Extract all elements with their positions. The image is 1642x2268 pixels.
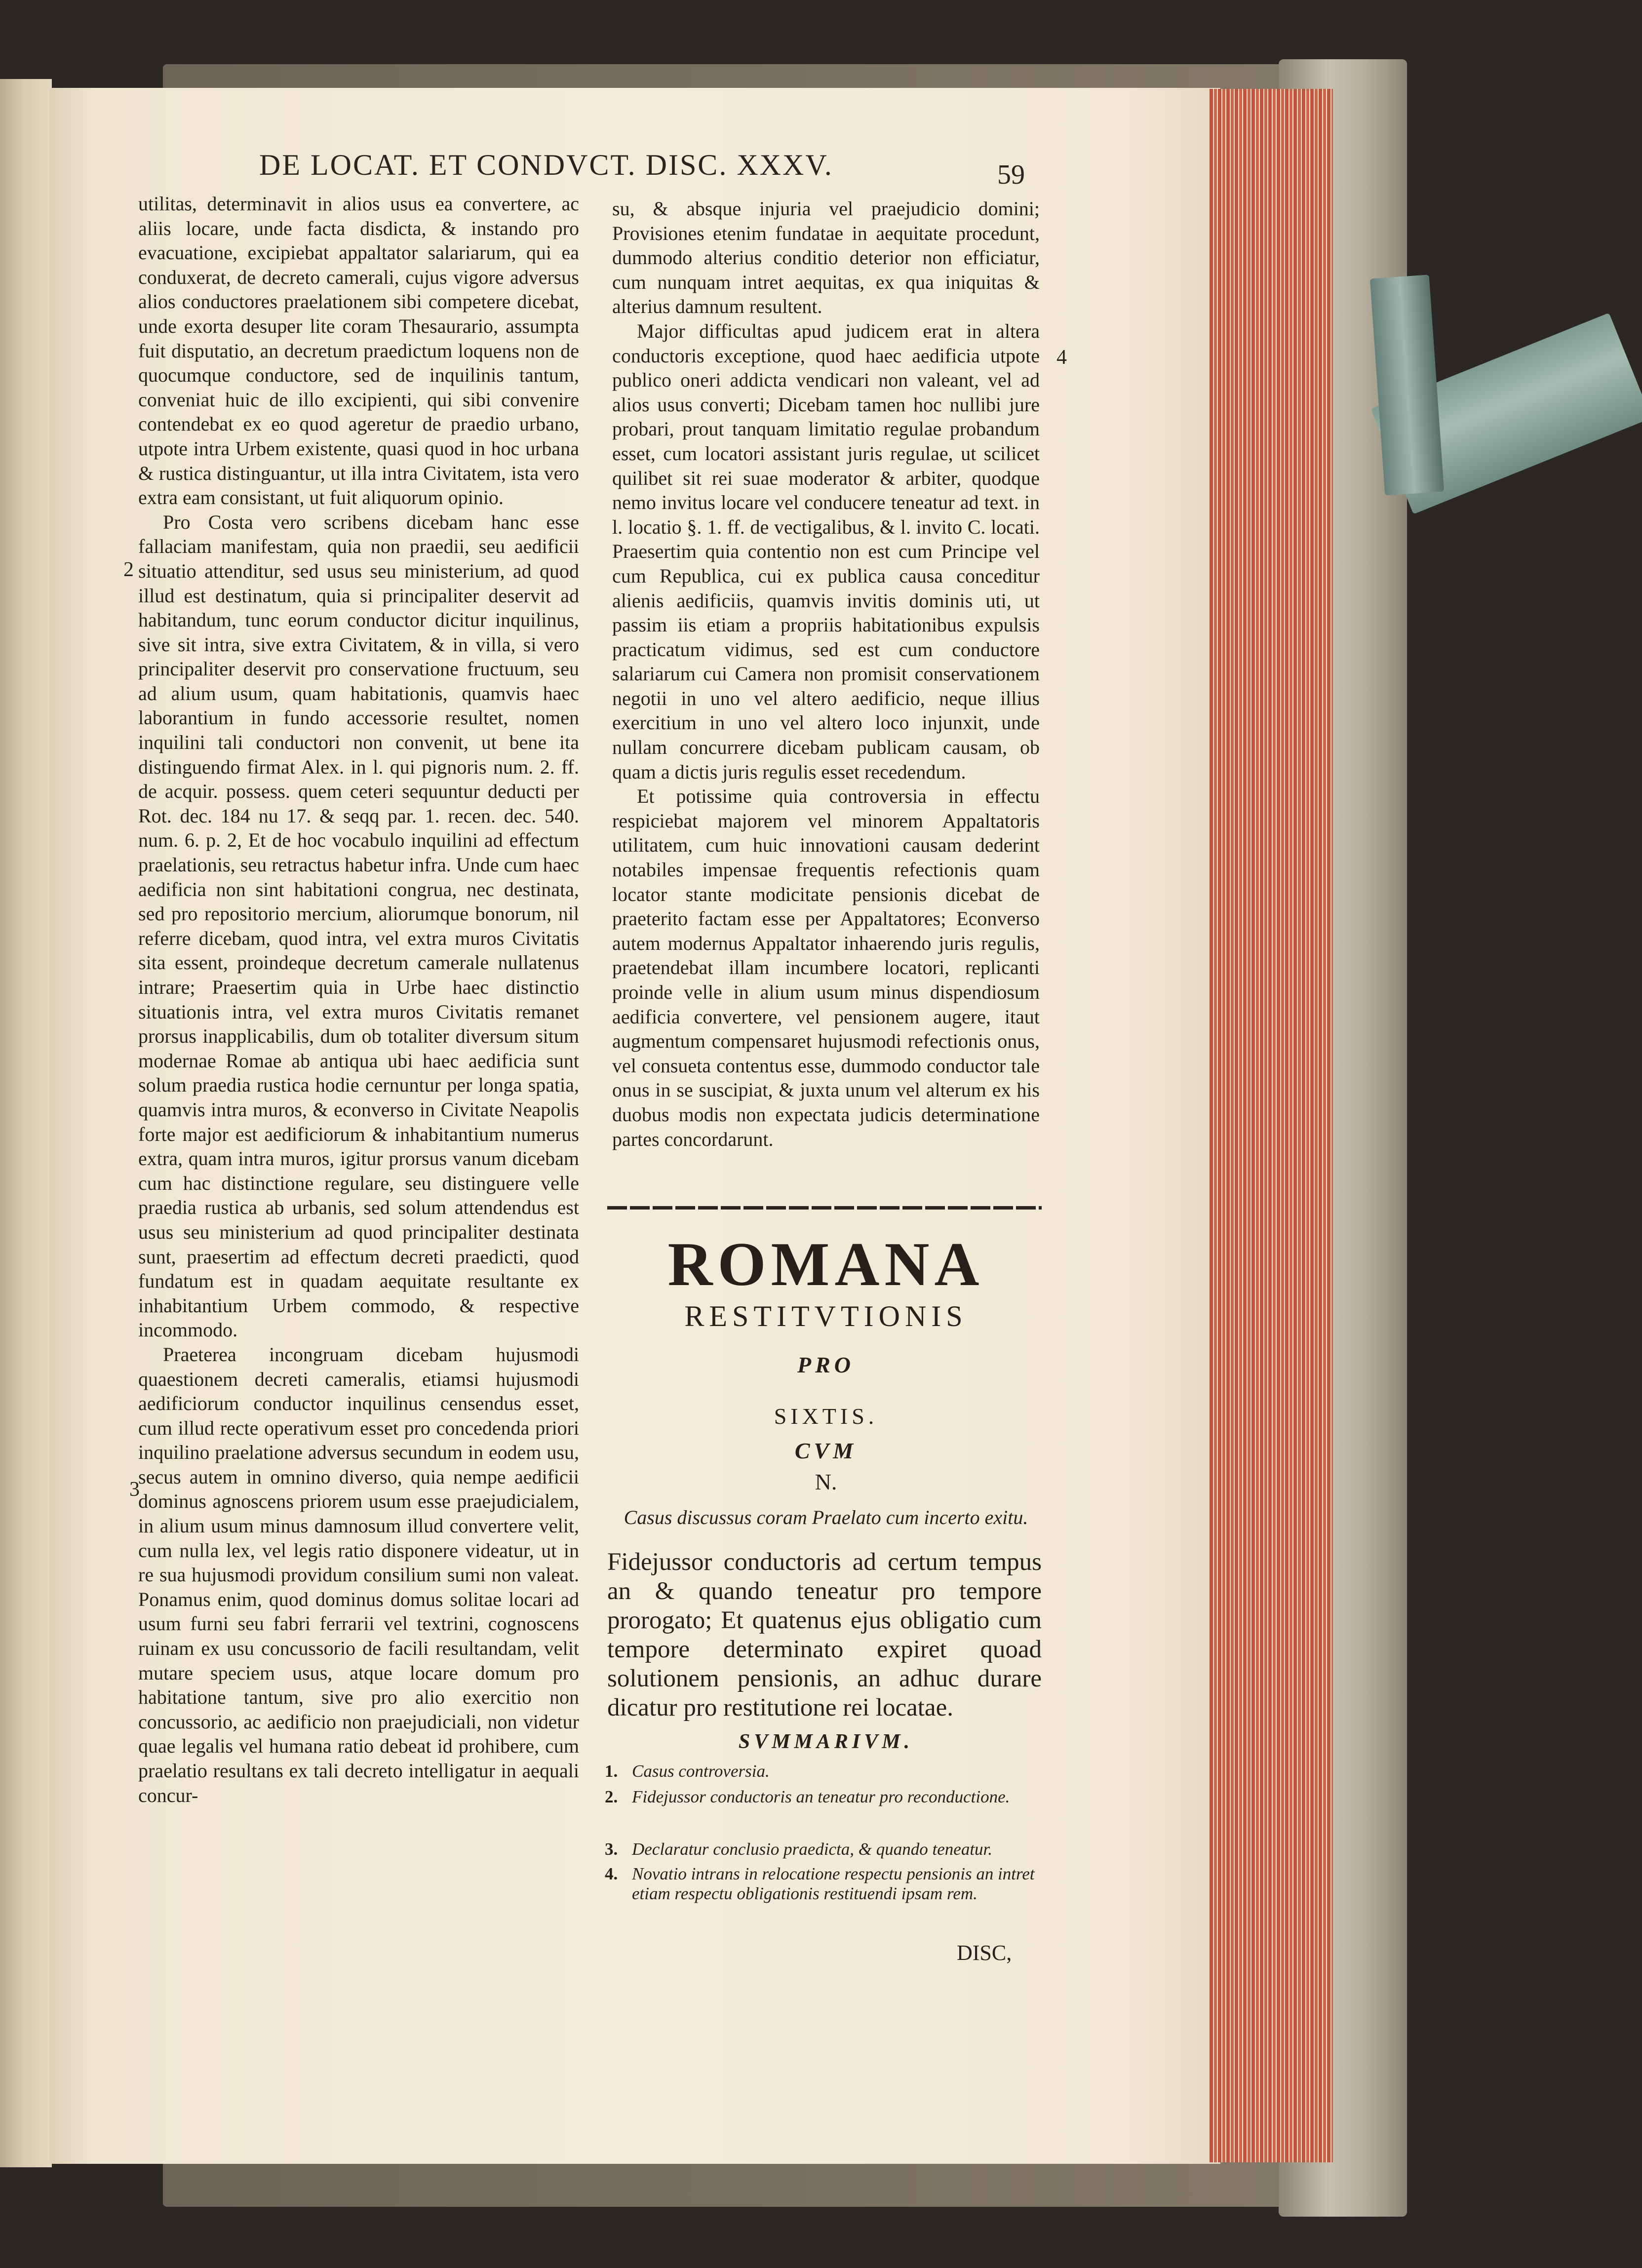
margin-number: 3	[129, 1478, 140, 1501]
summary-number: 1.	[605, 1761, 618, 1781]
summary-item	[605, 1864, 1039, 1923]
summary-item	[605, 1761, 1039, 1781]
section-rule	[607, 1206, 1042, 1210]
title-cum: CVM	[794, 1438, 858, 1463]
summary-number: 3.	[605, 1839, 618, 1859]
title-romana: ROMANA	[667, 1230, 984, 1299]
summary-item	[605, 1839, 1039, 1859]
right-column	[612, 196, 1040, 1151]
margin-number: 4	[1056, 346, 1067, 369]
title-pro: PRO	[797, 1352, 855, 1377]
catchword: DISC,	[957, 1941, 1012, 1965]
left-column	[138, 192, 579, 1807]
paragraph: utilitas, determinavit in alios usus ea convertere, ac aliis locare, unde facta disdicta, & instando pro evacuatione, excipiebat appaltator salariarum, qui ea conduxerat, de decreto camerali, cujus vigore adversus alios conductores praelationem sibi competere dicebat, unde exorta desuper lite coram Thesaurario, assumpta fuit disputatio, an decretum praedictum loquens non de quocumque conductore, sed de inquilinis tantum, conveniat huic de illo excipienti, qui sibi convenire contendebat ex eo quod ageretur de praedio urbano, utpote intra Urbem existente, quasi quod in hoc urbana & rustica distinguantur, ut illa intra Civitatem, ista vero extra eam consistant, ut fuit aliquorum opinio.	[138, 193, 579, 509]
title-n: N.	[815, 1469, 837, 1494]
red-page-edges	[1210, 89, 1333, 2162]
case-question: Fidejussor conductoris ad certum tempus an & quando teneatur pro tempore prorogato; Et quatenus ejus obligatio cum tempore determinato expiret quoad solutionem pensionis, an adhuc durare dicatur pro restitutione rei locatae.	[607, 1548, 1042, 1721]
left-page-edge	[0, 79, 52, 2167]
summary-text: Casus controversia.	[632, 1761, 770, 1781]
summary-number: 4.	[605, 1864, 618, 1883]
margin-number: 2	[123, 558, 134, 581]
summary-text: Declaratur conclusio praedicta, & quando teneatur.	[632, 1839, 993, 1859]
case-note: Casus discussus coram Praelato cum incerto exitu.	[624, 1506, 1028, 1528]
summary-text: Novatio intrans in relocatione respectu pensionis an intret etiam respectu obligationis restituendi ipsam rem.	[632, 1864, 1035, 1903]
title-restitutionis: RESTITVTIONIS	[684, 1300, 968, 1332]
summary-text: Fidejussor conductoris an teneatur pro reconductione.	[632, 1787, 1010, 1806]
paragraph: Et potissime quia controversia in effectu respiciebat majorem vel minorem Appaltatoris utilitatem, cum huic innovationi causam dederint notabiles impensae frequentis refectionis quam locator stante modicitate pensionis dicebat de praeterito factam esse per Appaltatores; Econverso autem modernus Appaltator inhaerendo juris regulis, praetendebat illam incumbere locatori, replicanti proinde velle in alium usum minus dispendiosum aedificia convertere, vel pensionem augere, itaut augmentum compensaret hujusmodi refectionis onus, vel consueta contentus esse, dummodo conductor tale onus in se suscipiat, & juxta unum vel alterum ex his duobus modis non expectata judicis determinatione partes concordarunt.	[612, 785, 1040, 1150]
paragraph: Praeterea incongruam dicebam hujusmodi quaestionem decreti cameralis, etiamsi hujusmodi aedificiorum conductor inquilinus censendus esset, cum illud recte operativum esset pro concedenda priori inquilino praelatione adversus secundum in eodem usu, secus autem in omnino diverso, quia nempe aedificii dominus agnoscens priorem usum esse praejudicialem, in alium usum minus damnosum illud convertere velit, cum nulla lex, vel legis ratio disponere videatur, ut in re sua hujusmodi providum consilium sumi non valeat. Ponamus enim, quod dominus domus solitae locari ad usum furni seu fabri ferrarii vel textrini, cognoscens ruinam ex usu concussorio de facili resultandam, velit mutare speciem usus, atque locare domum pro habitatione tantum, sive pro alio exercitio non concussorio, ac aedificio non praejudiciali, non videtur quae legalis vel humana ratio debeat id prohibere, cum praelatio resultans ex tali decreto intelligatur in aequali concur-	[138, 1343, 579, 1806]
paragraph: Pro Costa vero scribens dicebam hanc esse fallaciam manifestam, quia non praedii, seu aedificii situatio attenditur, sed usus seu ministerium, ad quod illud est destinatum, quia si principaliter deservit ad habitandum, tunc eorum conductor dicitur inquilinus, sive sit intra, sive extra Civitatem, & in villa, si vero principaliter deservit pro conservatione fructuum, seu ad alium usum, quam habitationis, quamvis haec laborantium in fundo accessorie resultet, nomen inquilini tali conductori non convenit, ut bene ita distinguendo firmat Alex. in l. qui pignoris num. 2. ff. de acquir. possess. quem ceteri sequuntur deducti per Rot. dec. 184 nu 17. & seqq par. 1. recen. dec. 540. num. 6. p. 2, Et de hoc vocabulo inquilini ad effectum praelationis, seu retractus habetur infra. Unde cum haec aedificia non sint habitationi congrua, nec destinata, sed pro repositorio mercium, aliorumque bonorum, nil referre dicebam, quod intra, vel extra muros Civitatis sita essent, proindeque decretum camerale nullatenus intrare; Praesertim quia in Urbe haec distinctio situationis intra, vel extra muros Civitatis remanet prorsus inapplicabilis, dum ob totaliter diversum situm modernae Romae ab antiqua ubi haec aedificia sunt solum praedia rustica hodie cernuntur per longa spatia, quamvis intra muros, & econverso in Civitate Neapolis forte major est aedificiorum & inhabitantium numerus extra, quam intra muros, igitur prorsus vanum dicebam cum hac distinctione regulare, seu distinguere velle praedia rustica ab urbanis, sed solum attendendus est usus seu ministerium ad quod principaliter destinata sunt, praesertim ad effectum decreti praedicti, quod fundatum est in quadam aequitate resultante ex inhabitantium Urbem commodo, & respective incommodo.	[138, 510, 579, 1341]
page-number: 59	[997, 159, 1025, 190]
paragraph: Major difficultas apud judicem erat in altera conductoris exceptione, quod haec aedificia utpote publico oneri addicta vendicari non valeant, vel ad alios usus converti; Dicebam tamen hoc nullibi jure probari, prout tanquam limitatio regulae probandum esset, cum locatori assistant juris regulae, ut scilicet quilibet sit rei suae moderator & arbiter, quodque nemo invitus locare vel conducere teneatur ad text. in l. locatio §. 1. ff. de vectigalibus, & l. invito C. locati. Praesertim quia contentio non est cum Principe vel cum Republica, cui ex publica causa conceditur alienis aedificiis, quamvis invitis dominis uti, ut passim iis etiam a propriis habitationibus expulsis practicatum vidimus, sed est cum conductore salariarum cui Camera non promisit conservationem negotii in uno vel altero aedificio, neque illius exercitium in uno vel altero loco injunxit, unde nullam concurrere dicebam publicam causam, ob quam a dictis juris regulis esset recedendum.	[612, 319, 1040, 783]
summarium-heading: SVMMARIVM.	[738, 1730, 914, 1753]
summary-number: 2.	[605, 1787, 618, 1806]
running-title: DE LOCAT. ET CONDVCT. DISC. XXXV.	[259, 149, 833, 181]
paragraph: su, & absque injuria vel praejudicio domini; Provisiones etenim fundatae in aequitate procedunt, dummodo alterius conditio deterior non efficiatur, cum nunquam intret aequitas, ex qua iniquitas & alterius damnum resultent.	[612, 197, 1040, 318]
summary-item	[605, 1787, 1039, 1827]
title-sixtis: SIXTIS.	[774, 1404, 878, 1429]
